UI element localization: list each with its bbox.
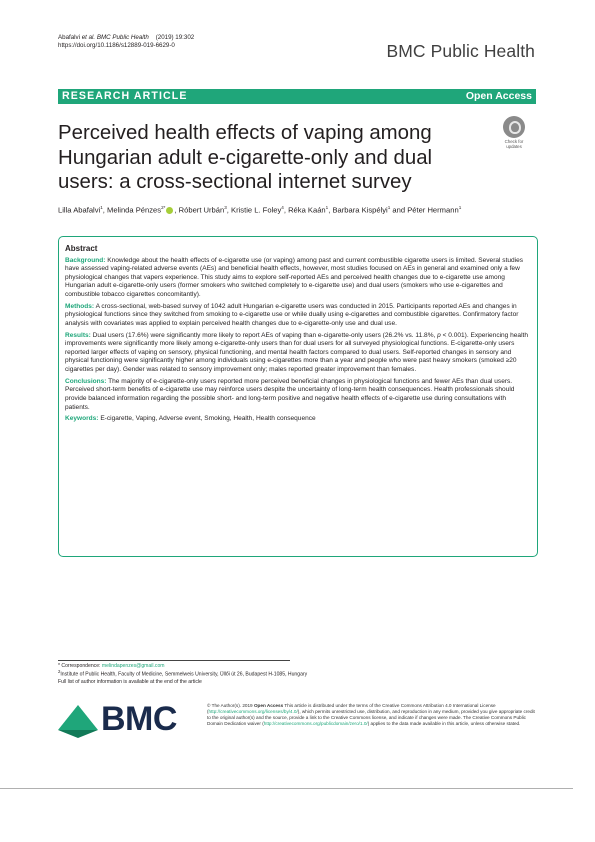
author-affil-sup: 1 (458, 205, 462, 210)
affiliation-text: Institute of Public Health, Faculty of Medicine, Semmelweis University, Üllői út 26, Budapest H-1085, Hungary (60, 672, 308, 679)
page-bottom-rule (0, 788, 573, 789)
affiliation-sup: 2 (58, 669, 61, 675)
correspondence-email-link[interactable]: melindapenzes@gmail.com (101, 663, 165, 669)
keywords-text: E-cigarette, Vaping, Adverse event, Smoking, Health, Health consequence (100, 415, 316, 423)
bmc-logo (58, 700, 177, 738)
abstract-keywords (65, 415, 531, 424)
abstract-conclusions (65, 378, 531, 412)
citation-journal: et al. BMC Public Health (81, 34, 149, 41)
conclusions-text: The majority of e-cigarette-only users reported more perceived beneficial changes in physiological functions and fewer AEs than dual users. Perceived short-term benefits of e-cigarette use may reinforce users despite the uncertainty of long-term health consequences. Health professionals should provide balanced information regarding the possible short- and long-term positive and negative health effects of e-cigarette use during consultations with patients. (65, 377, 515, 411)
footnotes (58, 663, 318, 685)
results-text-b: < 0.001). Experiencing health improvements were significantly more likely among e-cigarette-only users than for dual users for all surveyed physiological functions. E-cigarette-only users reported larger effects of vaping on sensory, physical functioning, and mental health factors compared to dual users. Self-reported changes in sensory and physical functioning were significantly higher among individuals using e-cigarettes more than a year and people who were past heavy smokers (smoked ≥20 cigarettes per day). Gender was related to sensory improvement only; males reported greater improvement than females. (65, 331, 528, 373)
abstract-methods (65, 303, 531, 329)
author-name: Barbara Kispélyi (332, 205, 388, 215)
author-affil-sup: 1 (387, 205, 391, 210)
article-banner (58, 89, 536, 104)
author-list: Lilla Abafalvi$^1$, Melinda Pénzes$^{2*}$ , Róbert Urbán$^3$, Kristie L. Foley$^4$, Réka Kaán$^1$, Barbara Kispélyi$^1$ and Péter Hermann$^1$ (58, 205, 462, 215)
methods-label: Methods: (65, 302, 95, 310)
citation-authors: Abafalvi (58, 34, 82, 41)
author-affil-sup: 4 (281, 205, 284, 210)
background-label: Background: (65, 256, 106, 264)
results-label: Results: (65, 331, 91, 339)
check-updates-label: Check for updates (504, 139, 524, 149)
abstract-results (65, 332, 531, 375)
author-name: Réka Kaán (288, 205, 326, 215)
methods-text: A cross-sectional, web-based survey of 1042 adult Hungarian e-cigarette users was conducted in 2015. Participants reported AEs and changes in physiological functions since they switched from smoking to e-cigarette use or while dually using e-cigarettes and combustible cigarettes. Confirmatory factor analysis with covariates was applied to explain perceived health changes due to e-cigarette-only use and dual use. (65, 302, 519, 327)
license-link-by[interactable]: http://creativecommons.org/licenses/by/4.0/ (208, 709, 298, 715)
footnote-divider (58, 660, 290, 661)
license-text-b: ), which permits unrestricted use, distribution, and reproduction in any medium, provided you give appropriate credit to the original author(s) and the source, provide a link to the Creative Commons license, and indicate if changes were made. The Creative Commons Public Domain Dedication waiver ( (207, 709, 535, 727)
citation-year: (2019) 19:302 (155, 34, 195, 41)
conclusions-label: Conclusions: (65, 377, 107, 385)
full-list-note: Full list of author information is available at the end of the article (58, 678, 202, 685)
keywords-label: Keywords: (65, 415, 99, 423)
author-name: Kristie L. Foley (231, 205, 282, 215)
license-text-c: ) applies to the data made available in this article, unless otherwise stated. (367, 721, 521, 727)
journal-name: BMC Public Health (386, 41, 535, 61)
background-text: Knowledge about the health effects of e-cigarette use (or vaping) among past and current combustible cigarette users is limited. Several studies have assessed vaping-related adverse events (AEs) and beneficial health effects, however, most studies focused on AEs in general and examined only a few physiological changes that vapers experience. This study aims to explore self-reported AEs and perceived health changes due to e-cigarette use among Hungarian adult e-cigarette-only users (former smokers who switched completely to e-cigarette use) and dual users (smokers who use e-cigarettes and combustible tobacco cigarettes concomitantly). (65, 256, 524, 298)
article-type-label: RESEARCH ARTICLE (62, 90, 188, 102)
license-open-access: Open Access (253, 703, 284, 708)
affiliation-line (58, 669, 318, 678)
abstract-box (58, 236, 538, 557)
author-name: Péter Hermann (407, 205, 459, 215)
doi-link[interactable]: https://doi.org/10.1186/s12889-019-6629-0 (58, 42, 175, 49)
author-affil-sup: 1 (325, 205, 329, 210)
author-affil-sup: 3 (224, 205, 227, 210)
license-copyright: © The Author(s). 2019 (207, 703, 254, 708)
bmc-logo-text: BMC (101, 700, 177, 738)
author-name: Lilla Abafalvi (58, 205, 101, 215)
results-p-symbol: p (437, 331, 441, 339)
license-text (207, 703, 537, 728)
license-link-zero[interactable]: http://creativecommons.org/publicdomain/zero/1.0/ (263, 721, 368, 727)
check-updates-icon (503, 116, 525, 138)
author-name: Róbert Urbán (178, 205, 225, 215)
correspondence-label: * Correspondence: (58, 663, 102, 669)
open-access-label: Open Access (465, 90, 532, 102)
abstract-heading: Abstract (65, 244, 98, 253)
citation-header (58, 34, 194, 50)
bmc-logo-icon (58, 700, 98, 738)
license-text-a: This article is distributed under the terms of the Creative Commons Attribution 4.0 International License ( (207, 703, 496, 715)
author-affil-sup: 1 (100, 205, 103, 210)
check-for-updates-button[interactable] (497, 116, 531, 158)
citation-line (58, 34, 194, 42)
author-name: Melinda Pénzes (107, 205, 162, 215)
author-affil-sup: 2* (161, 205, 166, 210)
orcid-icon[interactable] (166, 207, 173, 214)
results-text-a: Dual users (17.6%) were significantly more likely to report AEs of vaping than e-cigarette-only users (26.2% vs. 11.8%, (92, 331, 438, 339)
article-title: Perceived health effects of vaping among Hungarian adult e-cigarette-only and dual users: a cross-sectional internet survey (58, 122, 433, 193)
abstract-background (65, 257, 531, 300)
